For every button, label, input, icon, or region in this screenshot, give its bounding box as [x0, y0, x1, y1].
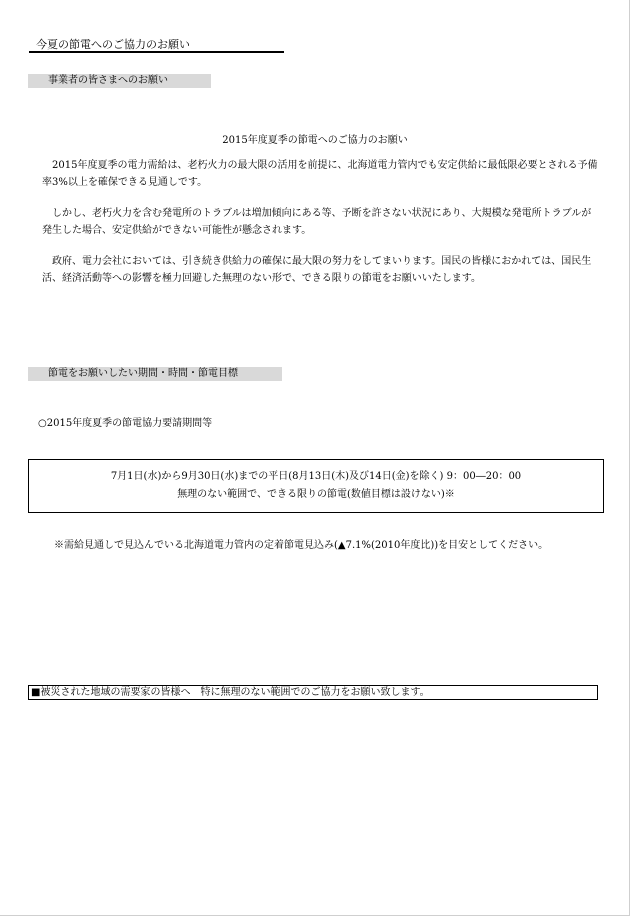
paragraph-line: 政府、電力会社においては、引き続き供給力の確保に最大限の努力をしてまいります。国民の皆様におかれては、国民生 [52, 256, 592, 267]
paragraph-line: 発生した場合、安定供給ができない可能性が懸念されます。 [42, 225, 312, 236]
paragraph-line: 活、経済活動等への影響を極力回避した無理のない形で、できる限りの節電をお願いいたします。 [42, 273, 481, 284]
page-title: 今夏の節電へのご協力のお願い [36, 38, 190, 51]
period-label: ○2015年度夏季の節電協力要請期間等 [38, 418, 213, 429]
footnote: ※需給見通しで見込んでいる北海道電力管内の定着節電見込み(▲7.1%(2010年度比))を目安としてください。 [54, 540, 549, 551]
paragraph-risk [42, 205, 612, 239]
paragraph-line: 率3%以上を確保できる見通しです。 [42, 177, 208, 188]
title-underline [29, 51, 284, 53]
notice-title: 2015年度夏季の節電へのご協力のお願い [222, 135, 408, 146]
paragraph-line: しかし、老朽火力を含む発電所のトラブルは増加傾向にある等、予断を許さない状況にあり、大規模な発電所トラブルが [52, 208, 592, 219]
disaster-notice: ■被災された地域の需要家の皆様へ 特に無理のない範囲でのご協力をお願い致します。 [28, 685, 598, 700]
section-heading-period: 節電をお願いしたい期間・時間・節電目標 [28, 367, 282, 381]
period-dates: 7月1日(水)から9月30日(水)までの平日(8月13日(木)及び14日(金)を除く) 9：00―20：00 [110, 471, 522, 482]
period-box [28, 459, 604, 513]
paragraph-request [42, 253, 612, 287]
paragraph-supply-outlook [42, 157, 612, 191]
paragraph-line: 2015年度夏季の電力需給は、老朽火力の最大限の活用を前提に、北海道電力管内でも安定供給に最低限必要とされる予備 [52, 160, 598, 171]
period-target: 無理のない範囲で、できる限りの節電(数値目標は設けない)※ [177, 489, 455, 500]
section-heading-business: 事業者の皆さまへのお願い [28, 74, 211, 88]
